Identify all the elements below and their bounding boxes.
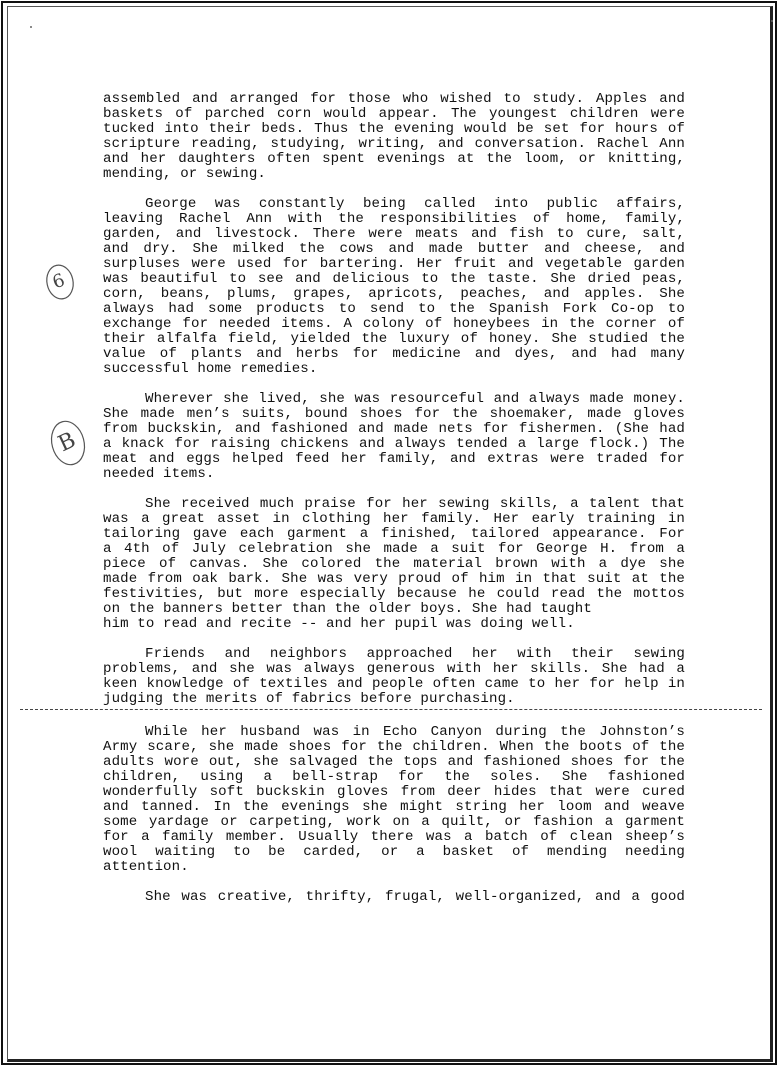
- text-line: Friends and neighbors approached her with their sewing: [145, 646, 685, 662]
- text-line: needed items.: [103, 466, 215, 482]
- text-line: children, using a bell-strap for the soles. She fashioned: [103, 769, 685, 785]
- text-line: She made men’s suits, bound shoes for the shoemaker, made gloves: [103, 406, 685, 422]
- text-line: their alfalfa field, yielded the luxury of honey. She studied the: [103, 331, 685, 347]
- text-line: for a family member. Usually there was a batch of clean sheep’s: [103, 829, 685, 845]
- document-body: [103, 92, 685, 920]
- text-line: garden, and livestock. There were meats and fish to cure, salt,: [103, 226, 685, 242]
- text-line: baskets of parched corn would appear. The youngest children were: [103, 106, 685, 122]
- text-line: from buckskin, and fashioned and made nets for fishermen. (She had: [103, 421, 685, 437]
- text-line: wool waiting to be carded, or a basket of mending needing: [103, 844, 685, 860]
- paragraph-5: [103, 647, 685, 707]
- text-line: problems, and she was always generous with her skills. She had a: [103, 661, 685, 677]
- margin-mark-b-label: B: [54, 427, 80, 458]
- text-line: festivities, but more especially because he could read the mottos: [103, 586, 685, 602]
- scan-speck: [30, 26, 32, 28]
- paragraph-6: [103, 725, 685, 875]
- text-line: value of plants and herbs for medicine and dyes, and had many: [103, 346, 685, 362]
- text-line: on the banners better than the older boys. She had taught: [103, 601, 592, 617]
- page-divider: [20, 709, 762, 710]
- text-line: leaving Rachel Ann with the responsibilities of home, family,: [103, 211, 685, 227]
- text-line: him to read and recite -- and her pupil was doing well.: [103, 616, 575, 632]
- scan-speck: [771, 20, 773, 22]
- text-line: wonderfully soft buckskin gloves from deer hides that were cured: [103, 784, 685, 800]
- text-line: keen knowledge of textiles and people often came to her for help in: [103, 676, 685, 692]
- paragraph-1: [103, 92, 685, 182]
- text-line: always had some products to send to the Spanish Fork Co-op to: [103, 301, 685, 317]
- paragraph-7: [103, 890, 685, 905]
- text-line: corn, beans, plums, grapes, apricots, peaches, and apples. She: [103, 286, 685, 302]
- margin-mark-six-label: 6: [49, 269, 68, 294]
- text-line: tailoring gave each garment a finished, tailored appearance. For: [103, 526, 685, 542]
- text-line: made from oak bark. She was very proud of him in that suit at the: [103, 571, 685, 587]
- text-line: judging the merits of fabrics before purchasing.: [103, 691, 515, 707]
- text-line: mending, or sewing.: [103, 166, 266, 182]
- paragraph-2: [103, 197, 685, 377]
- text-line: While her husband was in Echo Canyon during the Johnston’s: [145, 724, 685, 740]
- text-line: She received much praise for her sewing skills, a talent that: [145, 496, 685, 512]
- text-line: exchange for needed items. A colony of honeybees in the corner of: [103, 316, 685, 332]
- text-line: and dry. She milked the cows and made butter and cheese, and: [103, 241, 685, 257]
- text-line: some yardage or carpeting, work on a quilt, or fashion a garment: [103, 814, 685, 830]
- text-line: George was constantly being called into public affairs,: [145, 196, 685, 212]
- text-line: tucked into their beds. Thus the evening would be set for hours of: [103, 121, 685, 137]
- text-line: and tanned. In the evenings she might string her loom and weave: [103, 799, 685, 815]
- text-line: was beautiful to see and delicious to the taste. She dried peas,: [103, 271, 685, 287]
- text-line: a knack for raising chickens and always tended a large flock.) The: [103, 436, 685, 452]
- text-line: scripture reading, studying, writing, and conversation. Rachel Ann: [103, 136, 685, 152]
- text-line: surpluses were used for bartering. Her fruit and vegetable garden: [103, 256, 685, 272]
- paragraph-4: [103, 497, 685, 632]
- text-line: and her daughters often spent evenings at the loom, or knitting,: [103, 151, 685, 167]
- text-line: meat and eggs helped feed her family, and extras were traded for: [103, 451, 685, 467]
- text-line: adults wore out, she salvaged the tops and fashioned shoes for the: [103, 754, 685, 770]
- text-line: Army scare, she made shoes for the children. When the boots of the: [103, 739, 685, 755]
- paragraph-3: [103, 392, 685, 482]
- text-line: She was creative, thrifty, frugal, well-organized, and a good: [145, 889, 685, 905]
- text-line: Wherever she lived, she was resourceful and always made money.: [145, 391, 685, 407]
- margin-mark-b: [48, 418, 88, 468]
- text-line: was a great asset in clothing her family. Her early training in: [103, 511, 685, 527]
- text-line: a 4th of July celebration she made a suit for George H. from a: [103, 541, 685, 557]
- text-line: attention.: [103, 859, 189, 875]
- text-line: assembled and arranged for those who wished to study. Apples and: [103, 91, 685, 107]
- text-line: successful home remedies.: [103, 361, 318, 377]
- margin-mark-six: [44, 262, 76, 302]
- text-line: piece of canvas. She colored the material brown with a dye she: [103, 556, 685, 572]
